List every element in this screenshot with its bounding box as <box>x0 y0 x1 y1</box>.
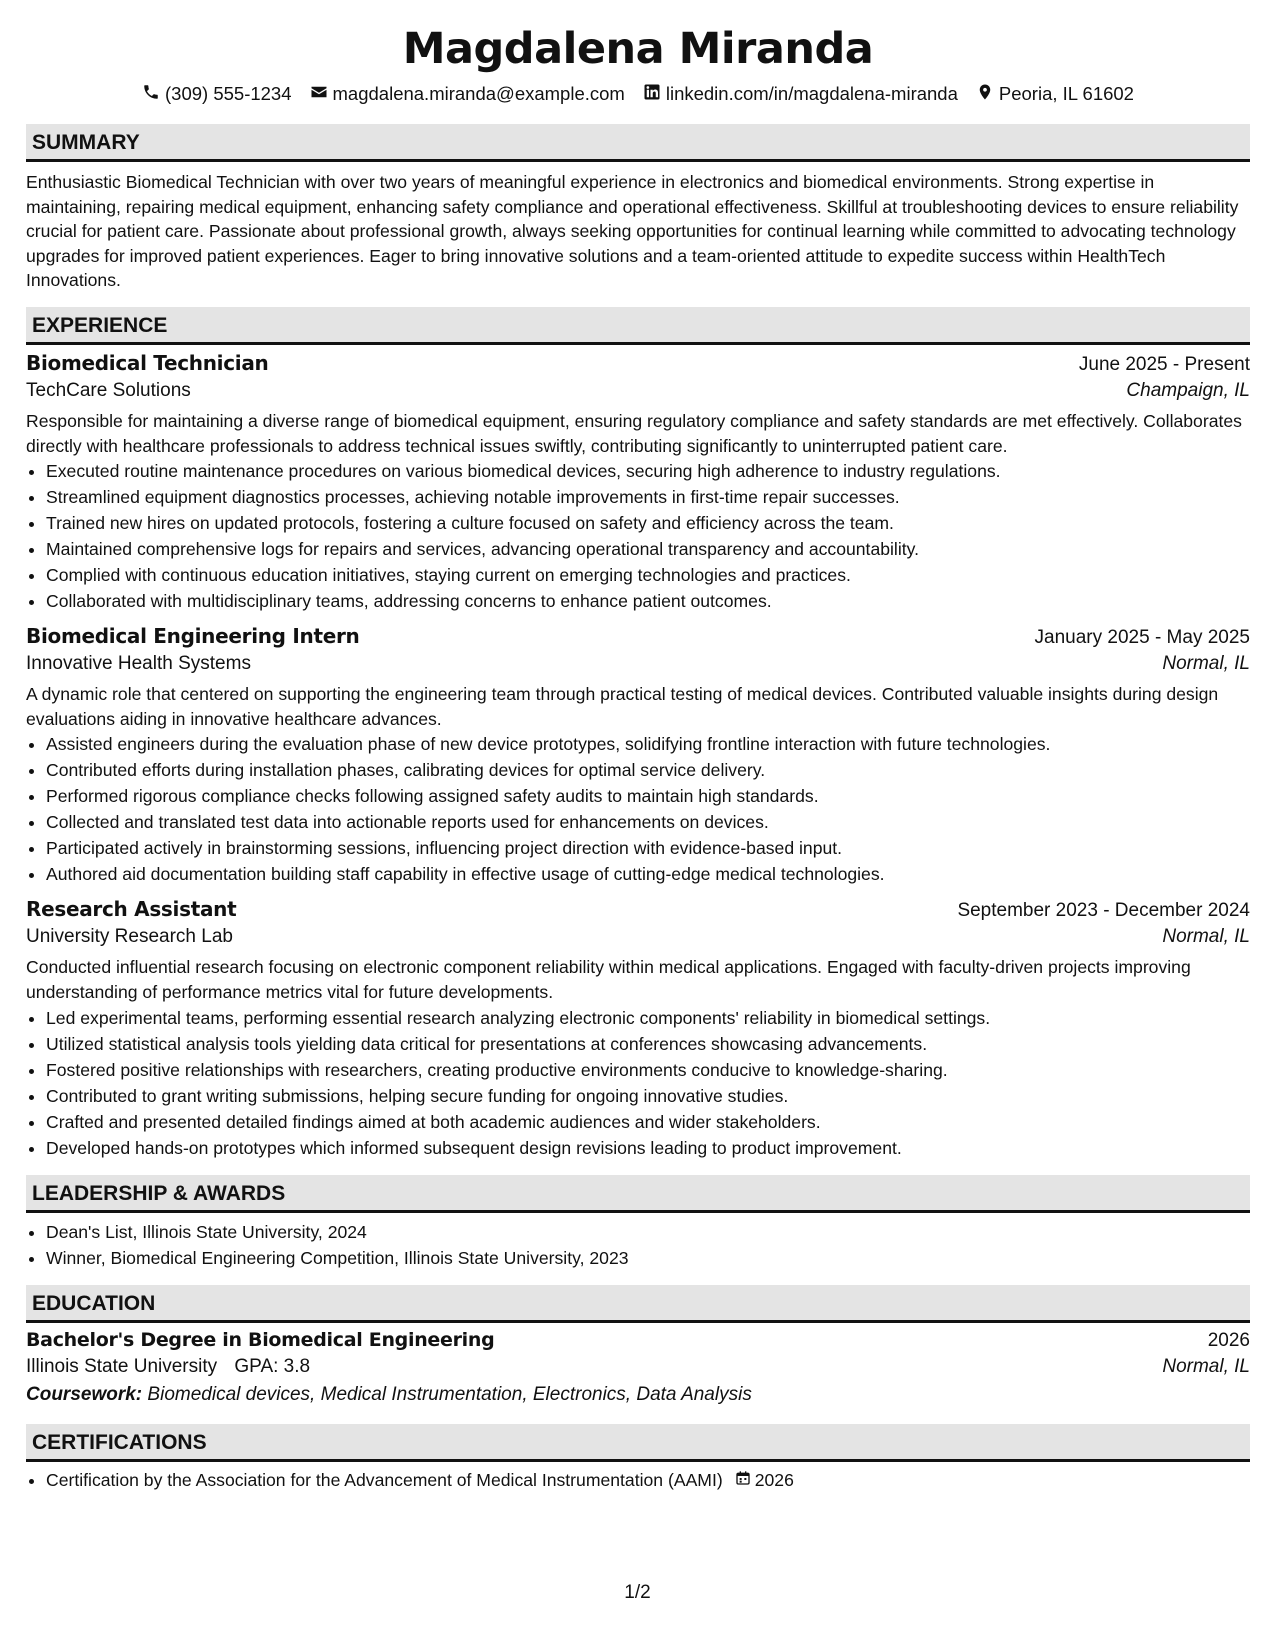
job-bullets <box>26 1005 1250 1161</box>
envelope-icon <box>310 83 328 106</box>
job-header <box>26 351 1250 376</box>
gpa: GPA: 3.8 <box>234 1355 311 1377</box>
awards-list <box>26 1219 1250 1271</box>
job-entry <box>26 897 1250 1160</box>
certifications-list <box>26 1467 1250 1493</box>
education-header <box>26 1329 1250 1352</box>
list-item <box>46 1467 1250 1493</box>
school-line <box>26 1356 310 1378</box>
degree-title: Bachelor's Degree in Biomedical Engineering <box>26 1328 495 1351</box>
list-item: • Utilized statistical analysis tools yielding data critical for presentations at conferences showcasing advancements. <box>46 1031 1250 1057</box>
list-item: • Dean's List, Illinois State University, 2024 <box>46 1219 1250 1245</box>
job-header <box>26 897 1250 922</box>
education-location: Normal, IL <box>1162 1355 1250 1377</box>
candidate-name: Magdalena Miranda <box>402 24 874 74</box>
map-pin-icon <box>976 83 994 106</box>
list-item: • Assisted engineers during the evaluation phase of new device prototypes, solidifying frontline interaction with future technologies. <box>46 731 1250 757</box>
list-item: • Collaborated with multidisciplinary teams, addressing concerns to enhance patient outcomes. <box>46 588 1250 614</box>
section-heading-education: EDUCATION <box>26 1285 1250 1323</box>
job-location: Normal, IL <box>1162 926 1250 948</box>
job-company: University Research Lab <box>26 926 233 948</box>
list-item: • Participated actively in brainstorming sessions, influencing project direction with evidence-based input. <box>46 835 1250 861</box>
section-heading-awards: LEADERSHIP & AWARDS <box>26 1175 1250 1213</box>
job-description: A dynamic role that centered on supporting the engineering team through practical testing of medical devices. Contributed valuable insights during design evaluations aiding in innovative healthcare advances. <box>26 684 1219 729</box>
job-header <box>26 624 1250 649</box>
list-item: • Authored aid documentation building staff capability in effective usage of cutting-edge medical technologies. <box>46 861 1250 887</box>
list-item: • Executed routine maintenance procedures on various biomedical devices, securing high adherence to industry regulations. <box>46 458 1250 484</box>
job-company: TechCare Solutions <box>26 379 191 401</box>
job-dates: September 2023 - December 2024 <box>957 900 1250 922</box>
contact-bar <box>26 80 1250 108</box>
job-location: Champaign, IL <box>1126 379 1250 401</box>
coursework-label: Coursework: <box>26 1383 143 1405</box>
contact-email[interactable]: magdalena.miranda@example.com <box>310 83 625 106</box>
job-title: Research Assistant <box>26 897 237 922</box>
graduation-year: 2026 <box>1207 1329 1250 1351</box>
list-item: • Maintained comprehensive logs for repairs and services, advancing operational transparency and accountability. <box>46 536 1250 562</box>
section-heading-summary: SUMMARY <box>26 124 1250 162</box>
certification-name: • Certification by the Association for the Advancement of Medical Instrumentation (AAMI) <box>46 1469 723 1490</box>
list-item: • Crafted and presented detailed findings aimed at both academic audiences and wider stakeholders. <box>46 1109 1250 1135</box>
list-item: • Led experimental teams, performing essential research analyzing electronic components' reliability in biomedical settings. <box>46 1005 1250 1031</box>
job-description: Conducted influential research focusing on electronic component reliability within medical applications. Engaged with faculty-driven projects improving understanding of performance metrics vital for future developments. <box>26 957 1191 1002</box>
job-entry <box>26 351 1250 614</box>
contact-linkedin[interactable]: linkedin.com/in/magdalena-miranda <box>643 83 958 106</box>
page-number: 1/2 <box>624 1582 651 1603</box>
coursework-list: Biomedical devices, Medical Instrumentation, Electronics, Data Analysis <box>147 1383 752 1405</box>
section-heading-experience: EXPERIENCE <box>26 307 1250 345</box>
contact-location: Peoria, IL 61602 <box>976 83 1134 106</box>
contact-phone: (309) 555-1234 <box>142 83 292 106</box>
list-item: • Winner, Biomedical Engineering Competition, Illinois State University, 2023 <box>46 1245 1250 1271</box>
job-entry <box>26 624 1250 887</box>
job-location: Normal, IL <box>1162 653 1250 675</box>
section-heading-certifications: CERTIFICATIONS <box>26 1424 1250 1462</box>
list-item: • Complied with continuous education initiatives, staying current on emerging technologies and practices. <box>46 562 1250 588</box>
calendar-icon <box>735 1467 751 1493</box>
school-name: Illinois State University <box>26 1355 218 1377</box>
certification-date: 2026 <box>735 1467 794 1493</box>
resume-page <box>26 0 1250 1493</box>
phone-icon <box>142 83 160 106</box>
coursework-line <box>26 1384 1250 1406</box>
job-subheader <box>26 926 1250 948</box>
list-item: • Streamlined equipment diagnostics processes, achieving notable improvements in first-time repair successes. <box>46 484 1250 510</box>
list-item: • Performed rigorous compliance checks following assigned safety audits to maintain high standards. <box>46 783 1250 809</box>
job-dates: June 2025 - Present <box>1078 353 1250 375</box>
linkedin-icon <box>643 83 661 106</box>
job-subheader <box>26 380 1250 402</box>
list-item: • Developed hands-on prototypes which informed subsequent design revisions leading to product improvement. <box>46 1135 1250 1161</box>
list-item: • Contributed efforts during installation phases, calibrating devices for optimal service delivery. <box>46 757 1250 783</box>
list-item: • Fostered positive relationships with researchers, creating productive environments conducive to knowledge-sharing. <box>46 1057 1250 1083</box>
job-company: Innovative Health Systems <box>26 653 251 675</box>
job-description: Responsible for maintaining a diverse range of biomedical equipment, ensuring regulatory compliance and safety standards are met effectively. Collaborates directly with healthcare professionals to address technical issues swiftly, contributing significantly to uninterrupted patient care. <box>26 410 1242 456</box>
job-title: Biomedical Engineering Intern <box>26 624 360 649</box>
job-dates: January 2025 - May 2025 <box>1034 627 1250 649</box>
education-subheader <box>26 1356 1250 1378</box>
list-item: • Contributed to grant writing submissions, helping secure funding for ongoing innovative studies. <box>46 1083 1250 1109</box>
job-bullets <box>26 731 1250 887</box>
job-title: Biomedical Technician <box>26 350 269 375</box>
list-item: • Collected and translated test data into actionable reports used for enhancements on devices. <box>46 809 1250 835</box>
job-subheader <box>26 653 1250 675</box>
job-bullets <box>26 458 1250 614</box>
education-entry <box>26 1329 1250 1406</box>
list-item: • Trained new hires on updated protocols, fostering a culture focused on safety and efficiency across the team. <box>46 510 1250 536</box>
summary-text: Enthusiastic Biomedical Technician with over two years of meaningful experience in electronics and biomedical environments. Strong expertise in maintaining, repairing medical equipment, enhancing safety compliance and operational effectiveness. Skillful at troubleshooting devices to ensure reliability crucial for patient care. Passionate about professional growth, always seeking opportunities for continual learning while committed to advocating technology upgrades for improved patient experiences. Eager to bring innovative solutions and a team-oriented attitude to expedite success within HealthTech Innovations. <box>26 172 1239 291</box>
